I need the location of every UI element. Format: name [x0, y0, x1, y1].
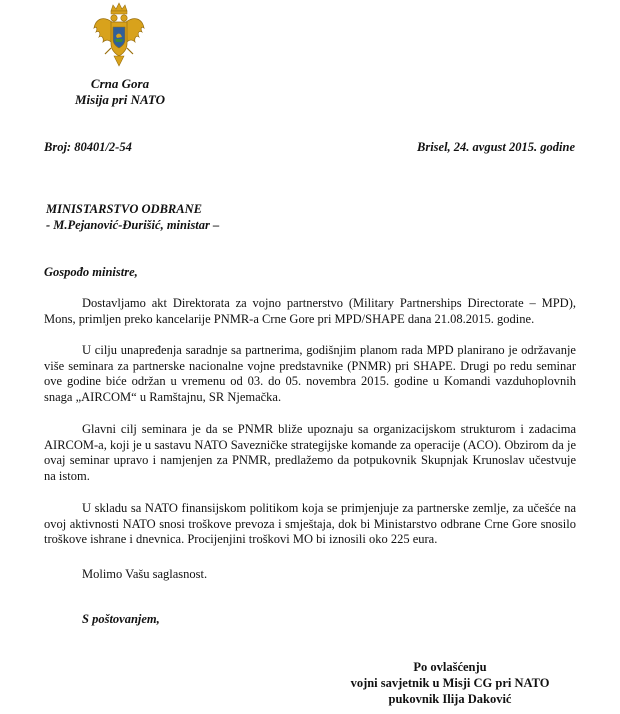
body-paragraph-4-text: U skladu sa NATO finansijskom politikom koja se primjenjuje za partnerske zemlje, za učešće na ovoj aktivnosti NATO snosi troškove prevoza i smještaja, dok bi Ministarstvo odbrane Crne Gore snosilo troškove ishrane i dnevnica. Procijenjini troškovi MO bi iznosili oko 225 eura.	[44, 501, 576, 547]
body-paragraph-2	[44, 343, 576, 405]
closing-line: S poštovanjem,	[82, 612, 160, 626]
body-paragraph-3-text: Glavni cilj seminara je da se PNMR bliže upoznaju sa organizacijskom strukturom i zadacima AIRCOM-a, koji je u sastavu NATO Savezničke strategijske komande za operacije (ACO). Obzirom da je ovaj seminar upravo i namjenjen za PNMR, predlažemo da potpukovnik Skupnjak Krunoslav učestvuje na istom.	[44, 422, 576, 483]
signature-title: vojni savjetnik u Misji CG pri NATO	[350, 676, 550, 690]
signature-authority: Po ovlašćenju	[413, 660, 487, 674]
reference-number: Broj: 80401/2-54	[44, 140, 132, 154]
body-paragraph-4	[44, 501, 576, 548]
signature-name: pukovnik Ilija Daković	[388, 692, 512, 706]
recipient-minister: - M.Pejanović-Đurišić, ministar –	[46, 218, 220, 232]
recipient-ministry: MINISTARSTVO ODBRANE	[46, 202, 202, 216]
coat-of-arms-icon	[92, 2, 146, 70]
body-paragraph-1	[44, 296, 576, 327]
mission-name: Misija pri NATO	[74, 92, 166, 107]
country-name: Crna Gora	[90, 76, 150, 91]
place-date: Brisel, 24. avgust 2015. godine	[417, 140, 575, 154]
body-paragraph-1-text: Dostavljamo akt Direktorata za vojno partnerstvo (Military Partnerships Directorate – MPD), Mons, primljen preko kancelarije PNMR-a Crne Gore pri MPD/SHAPE dana 21.08.2015. godine.	[44, 296, 576, 326]
salutation: Gospođo ministre,	[44, 265, 138, 279]
signature-block	[300, 659, 600, 707]
request-line: Molimo Vašu saglasnost.	[82, 567, 208, 581]
body-paragraph-3	[44, 422, 576, 484]
body-paragraph-2-text: U cilju unapređenja saradnje sa partnerima, godišnjim planom rada MPD planirano je održavanje više seminara za partnerske nacionalne vojne predstavnike (PNMR) pri SHAPE. Drugi po redu seminar ove godine biće održan u vremenu od 03. do 05. novembra 2015. godine u Komandi vazduhoplovnih snaga „AIRCOM“ u Ramštajnu, SR Njemačka.	[44, 343, 576, 404]
